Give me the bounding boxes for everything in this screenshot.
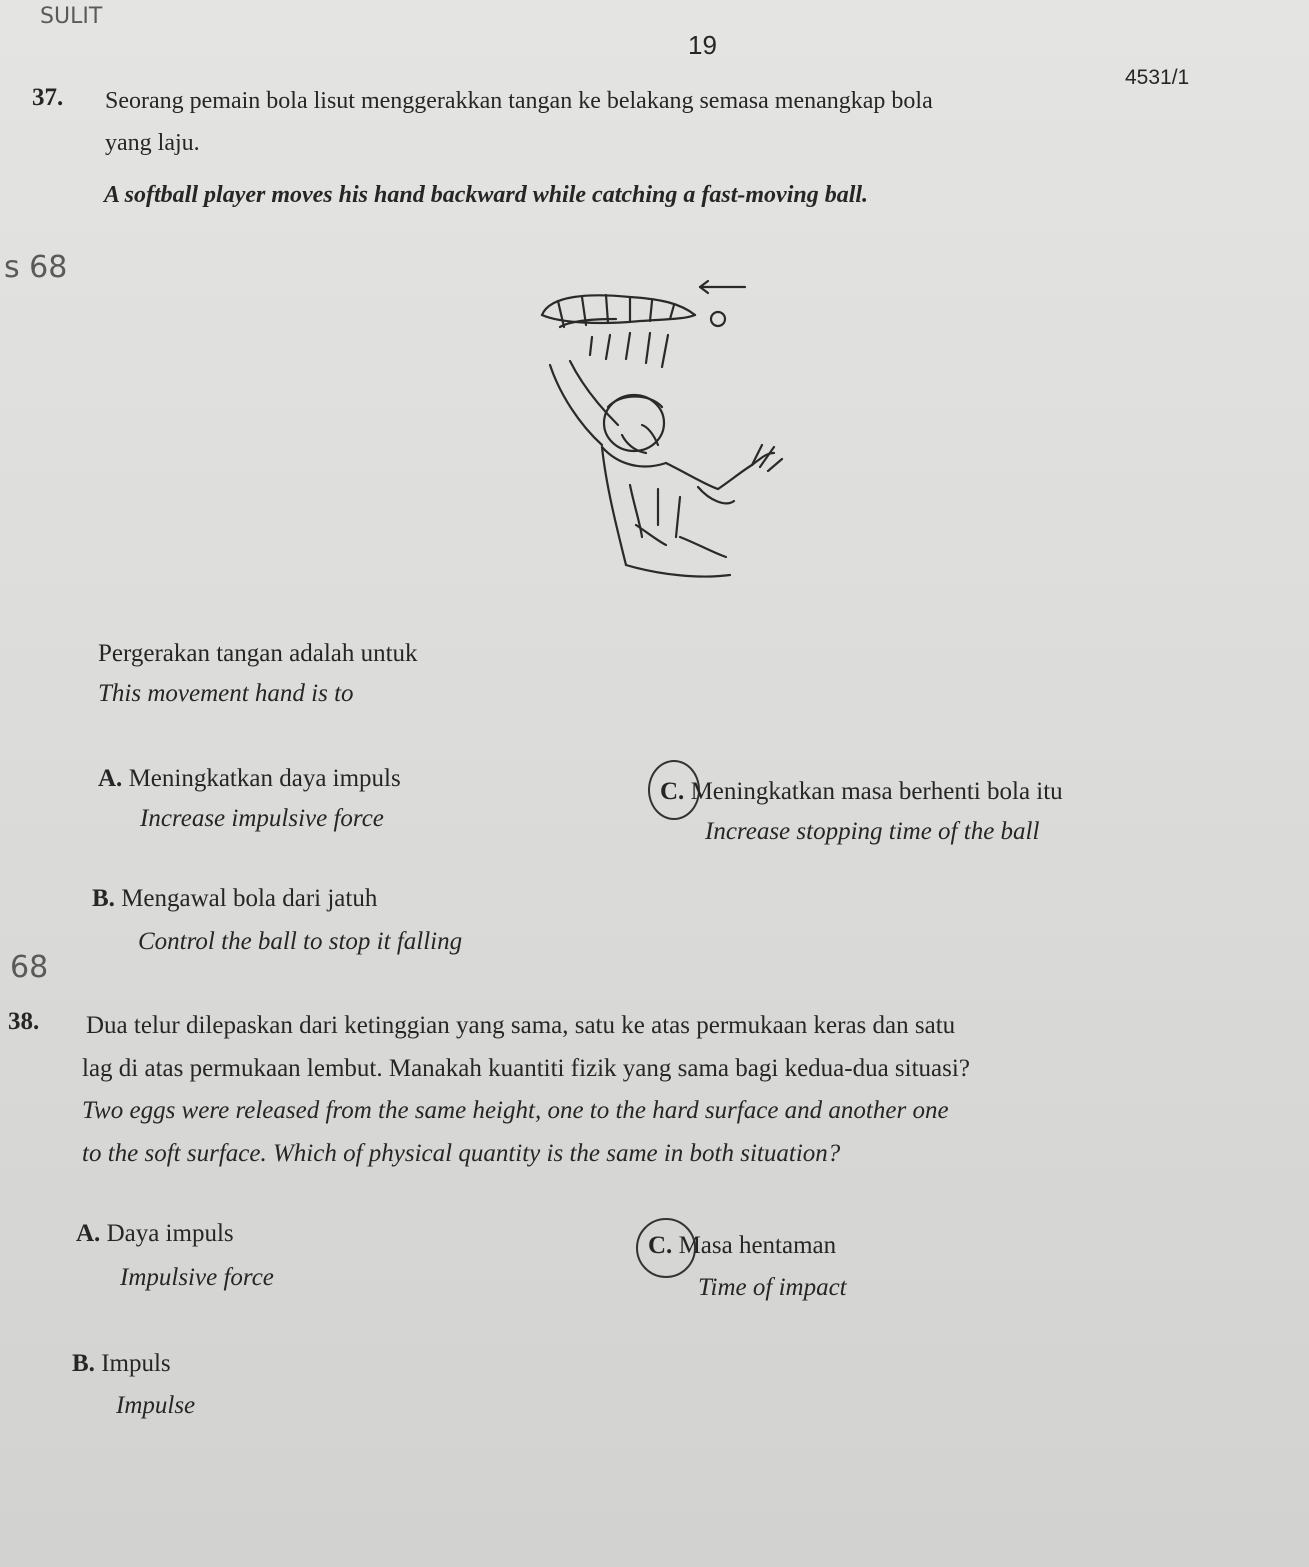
option-text-bm: Daya impuls bbox=[106, 1220, 234, 1247]
option-letter: A. bbox=[98, 765, 123, 792]
margin-note-q38: 68 bbox=[10, 950, 49, 985]
softball-player-figure bbox=[530, 275, 800, 590]
question-37-number: 37. bbox=[32, 84, 64, 111]
question-38-stem-bm-line1: Dua telur dilepaskan dari ketinggian yang sama, satu ke atas permukaan keras dan satu bbox=[86, 1012, 956, 1039]
question-38-option-c-bm-row bbox=[648, 1232, 836, 1260]
option-text-en: Control the ball to stop it falling bbox=[138, 928, 463, 955]
question-37-option-c-bm-row bbox=[660, 778, 1063, 806]
option-text-bm: Impuls bbox=[101, 1350, 171, 1377]
option-text-bm: Mengawal bola dari jatuh bbox=[121, 885, 378, 912]
question-37-prompt-bm: Pergerakan tangan adalah untuk bbox=[98, 640, 418, 667]
margin-note-q37: s 68 bbox=[4, 250, 68, 285]
option-text-en: Impulse bbox=[116, 1392, 196, 1419]
option-letter: B. bbox=[72, 1350, 95, 1377]
option-text-bm: Masa hentaman bbox=[678, 1232, 837, 1259]
option-letter: C. bbox=[648, 1232, 673, 1259]
question-37-option-b-bm-row bbox=[92, 885, 377, 913]
question-38-stem-bm-line2: lag di atas permukaan lembut. Manakah kuantiti fizik yang sama bagi kedua-dua situasi? bbox=[82, 1055, 970, 1082]
option-letter: C. bbox=[660, 778, 685, 805]
question-38-stem-en-line1: Two eggs were released from the same height, one to the hard surface and another one bbox=[82, 1097, 949, 1124]
option-text-en: Impulsive force bbox=[120, 1264, 274, 1291]
softball-player-drawing bbox=[530, 275, 800, 590]
question-38-number: 38. bbox=[8, 1008, 40, 1035]
option-text-bm: Meningkatkan masa berhenti bola itu bbox=[690, 778, 1063, 805]
option-text-bm: Meningkatkan daya impuls bbox=[128, 765, 401, 792]
question-37-stem-bm-line1: Seorang pemain bola lisut menggerakkan tangan ke belakang semasa menangkap bola bbox=[105, 88, 933, 114]
paper-code: 4531/1 bbox=[1125, 66, 1190, 89]
question-37-prompt-en: This movement hand is to bbox=[98, 680, 354, 707]
option-letter: B. bbox=[92, 885, 115, 912]
option-text-en: Increase impulsive force bbox=[140, 805, 384, 832]
question-37-option-a-bm-row bbox=[98, 765, 401, 793]
option-text-en: Time of impact bbox=[698, 1274, 847, 1301]
corner-mark: SULIT bbox=[40, 4, 103, 29]
option-text-en: Increase stopping time of the ball bbox=[705, 818, 1040, 845]
question-38-option-a-bm-row bbox=[76, 1220, 234, 1248]
question-37-stem-en: A softball player moves his hand backward while catching a fast-moving ball. bbox=[104, 182, 869, 208]
question-38-stem-en-line2: to the soft surface. Which of physical quantity is the same in both situation? bbox=[82, 1140, 841, 1167]
page-number: 19 bbox=[688, 30, 717, 60]
question-38-option-b-bm-row bbox=[72, 1350, 171, 1378]
question-37-stem-bm-line2: yang laju. bbox=[105, 130, 200, 156]
option-letter: A. bbox=[76, 1220, 101, 1247]
